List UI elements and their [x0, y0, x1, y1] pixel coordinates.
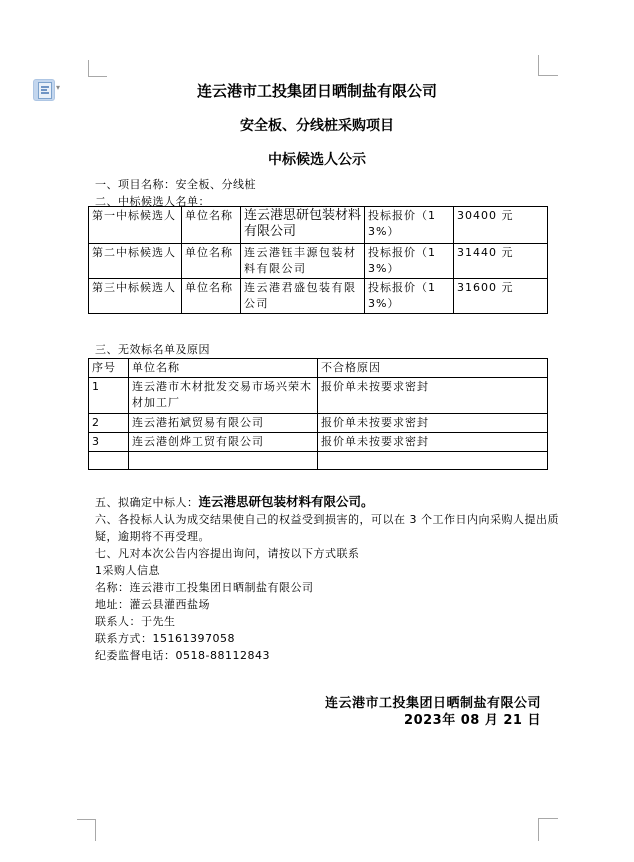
candidate-rank: 第二中标候选人 — [89, 244, 182, 279]
section-invalid-bids-heading: 三、无效标名单及原因 — [95, 343, 210, 356]
contact-phone: 联系方式：15161397058 — [95, 632, 235, 645]
candidate-rank: 第三中标候选人 — [89, 279, 182, 314]
candidate-company: 连云港君盛包装有限公司 — [241, 279, 365, 314]
announcement-subtitle: 中标候选人公示 — [268, 152, 366, 168]
candidate-price: 30400 元 — [454, 207, 548, 244]
unit-label: 单位名称 — [182, 244, 241, 279]
signature-block — [95, 695, 541, 729]
row-no: 2 — [89, 414, 129, 433]
table-row — [89, 378, 548, 414]
invalid-company — [129, 452, 318, 470]
table-row — [89, 279, 548, 314]
invalid-company: 连云港市木材批发交易市场兴荣木材加工厂 — [129, 378, 318, 414]
paste-options-dropdown-icon[interactable]: ▾ — [56, 83, 61, 92]
col-header-reason: 不合格原因 — [318, 359, 548, 378]
section-awarded-bidder — [95, 492, 374, 510]
price-label: 投标报价（13%） — [365, 244, 454, 279]
row-no — [89, 452, 129, 470]
unit-label: 单位名称 — [182, 279, 241, 314]
buyer-info-heading: 1采购人信息 — [95, 564, 160, 577]
project-subtitle: 安全板、分线桩采购项目 — [240, 118, 394, 134]
signature-date: 2023年 08 月 21 日 — [404, 713, 541, 728]
table-row — [89, 207, 548, 244]
section-contact-heading: 七、凡对本次公告内容提出询问，请按以下方式联系 — [95, 547, 360, 560]
candidate-company: 连云港思研包装材料有限公司 — [241, 207, 365, 244]
table-row — [89, 244, 548, 279]
awarded-bidder-company: 连云港思研包装材料有限公司。 — [198, 494, 374, 509]
invalid-reason — [318, 452, 548, 470]
table-row-empty — [89, 452, 548, 470]
price-label: 投标报价（13%） — [365, 279, 454, 314]
table-row — [89, 414, 548, 433]
awarded-bidder-prefix: 五、拟确定中标人： — [95, 496, 199, 509]
section-objection-line1: 六、各投标人认为成交结果使自己的权益受到损害的，可以在 3 个工作日内向采购人提出质 — [95, 513, 559, 526]
margin-crop-mark-bottom-right — [538, 818, 558, 841]
col-header-company: 单位名称 — [129, 359, 318, 378]
invalid-reason: 报价单未按要求密封 — [318, 414, 548, 433]
section-candidates-list-heading: 二、中标候选人名单： — [95, 195, 210, 208]
section-objection-line2: 疑，逾期将不再受理。 — [95, 530, 210, 543]
candidate-price: 31440 元 — [454, 244, 548, 279]
contact-person: 联系人：于先生 — [95, 615, 176, 628]
unit-label: 单位名称 — [182, 207, 241, 244]
margin-crop-mark-top-left — [88, 60, 107, 77]
invalid-reason: 报价单未按要求密封 — [318, 378, 548, 414]
margin-crop-mark-top-right — [538, 55, 558, 76]
row-no: 1 — [89, 378, 129, 414]
invalid-company: 连云港拓斌贸易有限公司 — [129, 414, 318, 433]
col-header-no: 序号 — [89, 359, 129, 378]
invalid-bids-table — [88, 358, 548, 470]
margin-crop-mark-bottom-left — [77, 819, 96, 841]
candidate-price: 31600 元 — [454, 279, 548, 314]
price-label: 投标报价（13%） — [365, 207, 454, 244]
candidate-company: 连云港钰丰源包装材料有限公司 — [241, 244, 365, 279]
table-header-row — [89, 359, 548, 378]
invalid-reason: 报价单未按要求密封 — [318, 433, 548, 452]
invalid-company: 连云港创烨工贸有限公司 — [129, 433, 318, 452]
supervision-phone: 纪委监督电话：0518-88112843 — [95, 649, 270, 662]
buyer-name: 名称：连云港市工投集团日晒制盐有限公司 — [95, 581, 314, 594]
signature-company: 连云港市工投集团日晒制盐有限公司 — [324, 696, 541, 711]
page-title: 连云港市工投集团日晒制盐有限公司 — [196, 82, 437, 100]
row-no: 3 — [89, 433, 129, 452]
section-project-name: 一、项目名称：安全板、分线桩 — [95, 178, 256, 191]
candidate-rank: 第一中标候选人 — [89, 207, 182, 244]
candidates-table — [88, 206, 548, 314]
table-row — [89, 433, 548, 452]
buyer-address: 地址：灌云县灌西盐场 — [95, 598, 210, 611]
